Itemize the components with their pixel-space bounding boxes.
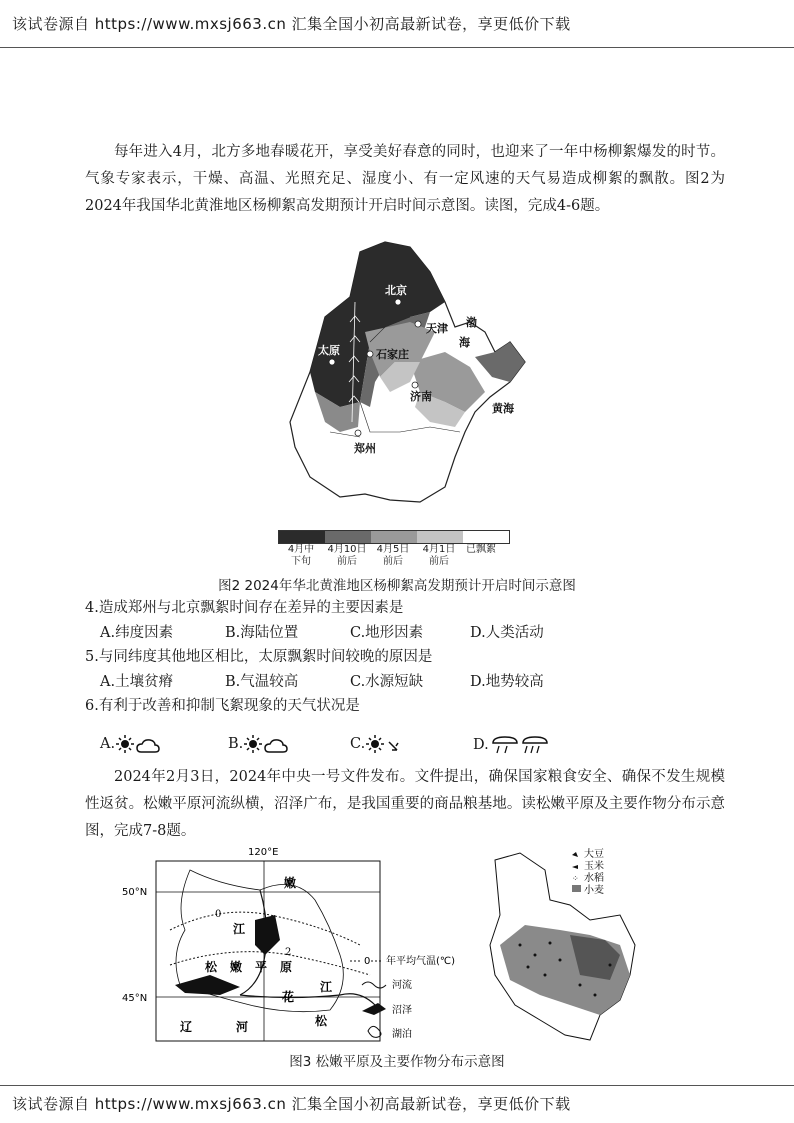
label-jinan: 济南 xyxy=(410,390,432,403)
legend-swatch xyxy=(371,531,417,543)
legend-swatch xyxy=(325,531,371,543)
label-song: 松 xyxy=(205,960,218,974)
option-a[interactable]: A.纬度因素 xyxy=(100,625,174,641)
legend-river: 河流 xyxy=(392,980,412,991)
lat-label-50n: 50°N xyxy=(122,887,148,898)
legend-swatch xyxy=(417,531,463,543)
question-5-stem: 5.与同纬度其他地区相比，太原飘絮时间较晚的原因是 xyxy=(85,649,433,665)
label-ping: 平 xyxy=(255,960,268,974)
passage-1: 每年进入4月，北方多地春暖花开，享受美好春意的同时，也迎来了一年中杨柳絮爆发的时节。气象专家表示，干燥、高温、光照充足、湿度小、有一定风速的天气易造成柳絮的飘散。图2为2024年我国华北黄淮地区杨柳絮高发期预计开启时间示意图。读图，完成4-6题。 xyxy=(85,144,725,214)
isotherm-label-2: 2 xyxy=(285,947,292,958)
lat-label-45n: 45°N xyxy=(122,993,148,1004)
label-nen: 嫩 xyxy=(284,876,297,890)
legend-rice: 水稻 xyxy=(584,873,604,884)
lon-label-120e: 120°E xyxy=(248,847,279,858)
page-header: 该试卷源自 https://www.mxsj663.cn 汇集全国小初高最新试卷，享更低价下载 xyxy=(0,0,794,48)
page-footer: 该试卷源自 https://www.mxsj663.cn 汇集全国小初高最新试卷，享更低价下载 xyxy=(0,1085,794,1123)
legend-wheat: 小麦 xyxy=(584,885,604,896)
label-song: 松 xyxy=(315,1014,328,1028)
option-b[interactable]: B.气温较高 xyxy=(225,674,299,690)
option-d[interactable]: D.地势较高 xyxy=(470,674,544,690)
label-yuan: 原 xyxy=(280,960,293,974)
legend-label: 已飘絮 xyxy=(466,544,496,555)
legend-label: 4月中 下旬 xyxy=(287,544,315,567)
map-north-china xyxy=(270,232,550,532)
legend-marsh: 沼泽 xyxy=(392,1005,412,1016)
option-a-label: A. xyxy=(100,736,116,752)
option-b[interactable]: B.海陆位置 xyxy=(225,625,299,641)
option-a[interactable]: A.土壤贫瘠 xyxy=(100,674,174,690)
label-liao: 辽 xyxy=(180,1020,193,1034)
svg-text:⁘: ⁘ xyxy=(572,874,579,883)
label-beijing: 北京 xyxy=(385,284,407,297)
option-c[interactable]: C.地形因素 xyxy=(350,625,424,641)
sun-wind-icon xyxy=(365,734,405,754)
legend-label: 4月10日 前后 xyxy=(327,544,367,567)
legend-corn: 玉米 xyxy=(584,861,604,872)
label-hua: 花 xyxy=(282,990,295,1004)
label-he: 河 xyxy=(236,1020,249,1034)
map-crop-distribution xyxy=(480,845,640,1050)
question-6-stem: 6.有利于改善和抑制飞絮现象的天气状况是 xyxy=(85,698,360,714)
label-jiang: 江 xyxy=(233,922,246,936)
legend-swatch xyxy=(279,531,325,543)
question-4-stem: 4.造成郑州与北京飘絮时间存在差异的主要因素是 xyxy=(85,600,404,616)
sun-cloud-icon xyxy=(115,734,175,754)
label-nen: 嫩 xyxy=(230,960,243,974)
legend-lake: 湖泊 xyxy=(392,1029,412,1040)
option-c-label: C. xyxy=(350,736,366,752)
rain-icon xyxy=(489,734,553,756)
label-tianjin: 天津 xyxy=(426,322,448,335)
option-b-label: B. xyxy=(228,736,244,752)
passage-2: 2024年2月3日，2024年中央一号文件发布。文件提出，确保国家粮食安全、确保不发生规模性返贫。松嫩平原河流纵横，沼泽广布，是我国重要的商品粮基地。读松嫩平原及主要作物分布示意图，完成7-8题。 xyxy=(85,769,725,839)
legend-isotherm: 年平均气温(℃) xyxy=(386,956,456,967)
map-songnen-plain xyxy=(122,845,470,1045)
label-huanghai: 黄海 xyxy=(492,402,514,415)
legend-swatch xyxy=(463,531,509,543)
label-zhengzhou: 郑州 xyxy=(354,442,376,455)
figure-2-caption: 图2 2024年华北黄淮地区杨柳絮高发期预计开启时间示意图 xyxy=(218,578,576,594)
legend-label: 4月5日 前后 xyxy=(376,544,410,567)
option-c[interactable]: C.水源短缺 xyxy=(350,674,424,690)
option-b[interactable] xyxy=(228,734,299,754)
label-shijiazhuang: 石家庄 xyxy=(376,348,409,361)
map1-legend xyxy=(278,530,528,568)
label-jiang: 江 xyxy=(320,980,333,994)
option-d[interactable] xyxy=(473,734,553,756)
legend-label: 4月1日 前后 xyxy=(422,544,456,567)
sun-cloud-icon xyxy=(243,734,299,754)
label-taiyuan: 太原 xyxy=(318,344,340,357)
option-d[interactable]: D.人类活动 xyxy=(470,625,544,641)
legend-soybean: 大豆 xyxy=(584,849,604,860)
label-bohai-1: 渤 xyxy=(466,316,477,329)
legend-swatches xyxy=(278,530,510,544)
option-d-label: D. xyxy=(473,737,489,753)
option-c[interactable] xyxy=(350,734,405,754)
isotherm-label-0: 0 xyxy=(215,909,222,920)
legend-isotherm-zero: 0 xyxy=(364,956,371,967)
option-a[interactable] xyxy=(100,734,175,754)
figure-3-caption: 图3 松嫩平原及主要作物分布示意图 xyxy=(289,1054,505,1070)
label-bohai-2: 海 xyxy=(459,336,470,349)
